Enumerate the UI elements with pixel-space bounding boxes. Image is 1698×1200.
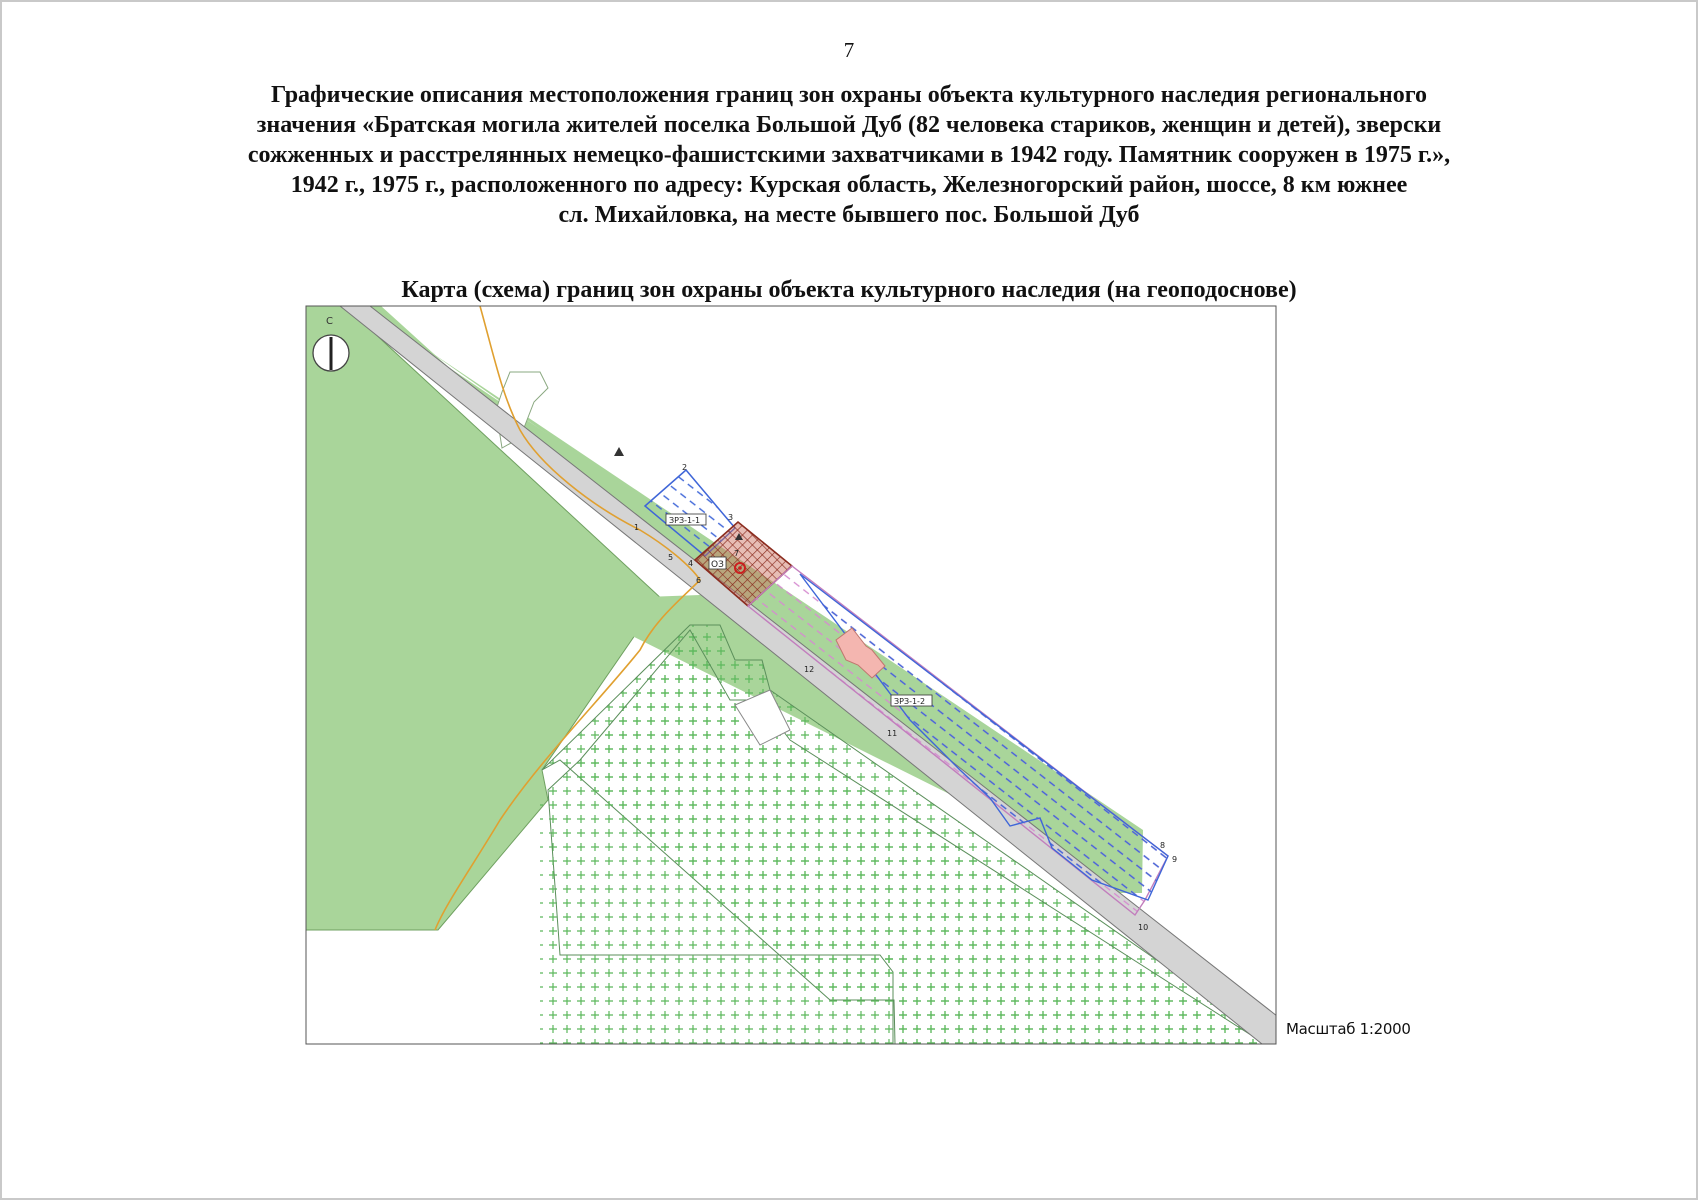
point-label: 8 [1160, 841, 1166, 850]
north-label: С [326, 316, 333, 327]
zone-label-oz [709, 557, 726, 570]
document-title-line: значения «Братская могила жителей поселка Большой Дуб (82 человека стариков, женщин и детей), зверски [256, 112, 1442, 138]
point-label: 11 [887, 729, 898, 738]
point-label: 9 [1172, 855, 1178, 864]
map-title: Карта (схема) границ зон охраны объекта культурного наследия (на геоподоснове) [401, 277, 1297, 303]
point-label: 5 [668, 553, 674, 562]
point-label: 6 [696, 576, 702, 585]
page-number: 7 [843, 38, 855, 62]
zone-label-text: ЗРЗ-1-2 [894, 697, 926, 706]
point-label: 4 [688, 559, 694, 568]
zone-label-rzz-1-1 [666, 514, 706, 525]
point-label: 1 [634, 523, 640, 532]
zone-label-text: ЗРЗ-1-1 [669, 516, 701, 525]
document-title-line: сожженных и расстрелянных немецко-фашистскими захватчиками в 1942 году. Памятник сооружен в 1975 г.», [247, 142, 1451, 168]
document-title-line: 1942 г., 1975 г., расположенного по адресу: Курская область, Железногорский район, шоссе, 8 км южнее [290, 172, 1408, 198]
document-title-line: сл. Михайловка, на месте бывшего пос. Большой Дуб [558, 202, 1140, 228]
zone-label-text: ОЗ [711, 560, 724, 570]
zone-label-rzz-1-2 [891, 695, 932, 706]
point-label: 2 [682, 463, 688, 472]
point-label: 7 [734, 549, 740, 558]
scale-label: Масштаб 1:2000 [1286, 1020, 1411, 1038]
document-title-line: Графические описания местоположения границ зон охраны объекта культурного наследия регионального [270, 82, 1428, 108]
point-label: 10 [1138, 923, 1149, 932]
monument-marker-inner [738, 566, 742, 570]
point-label: 3 [728, 513, 734, 522]
point-label: 12 [804, 665, 815, 674]
north-arrow-icon [313, 335, 349, 371]
